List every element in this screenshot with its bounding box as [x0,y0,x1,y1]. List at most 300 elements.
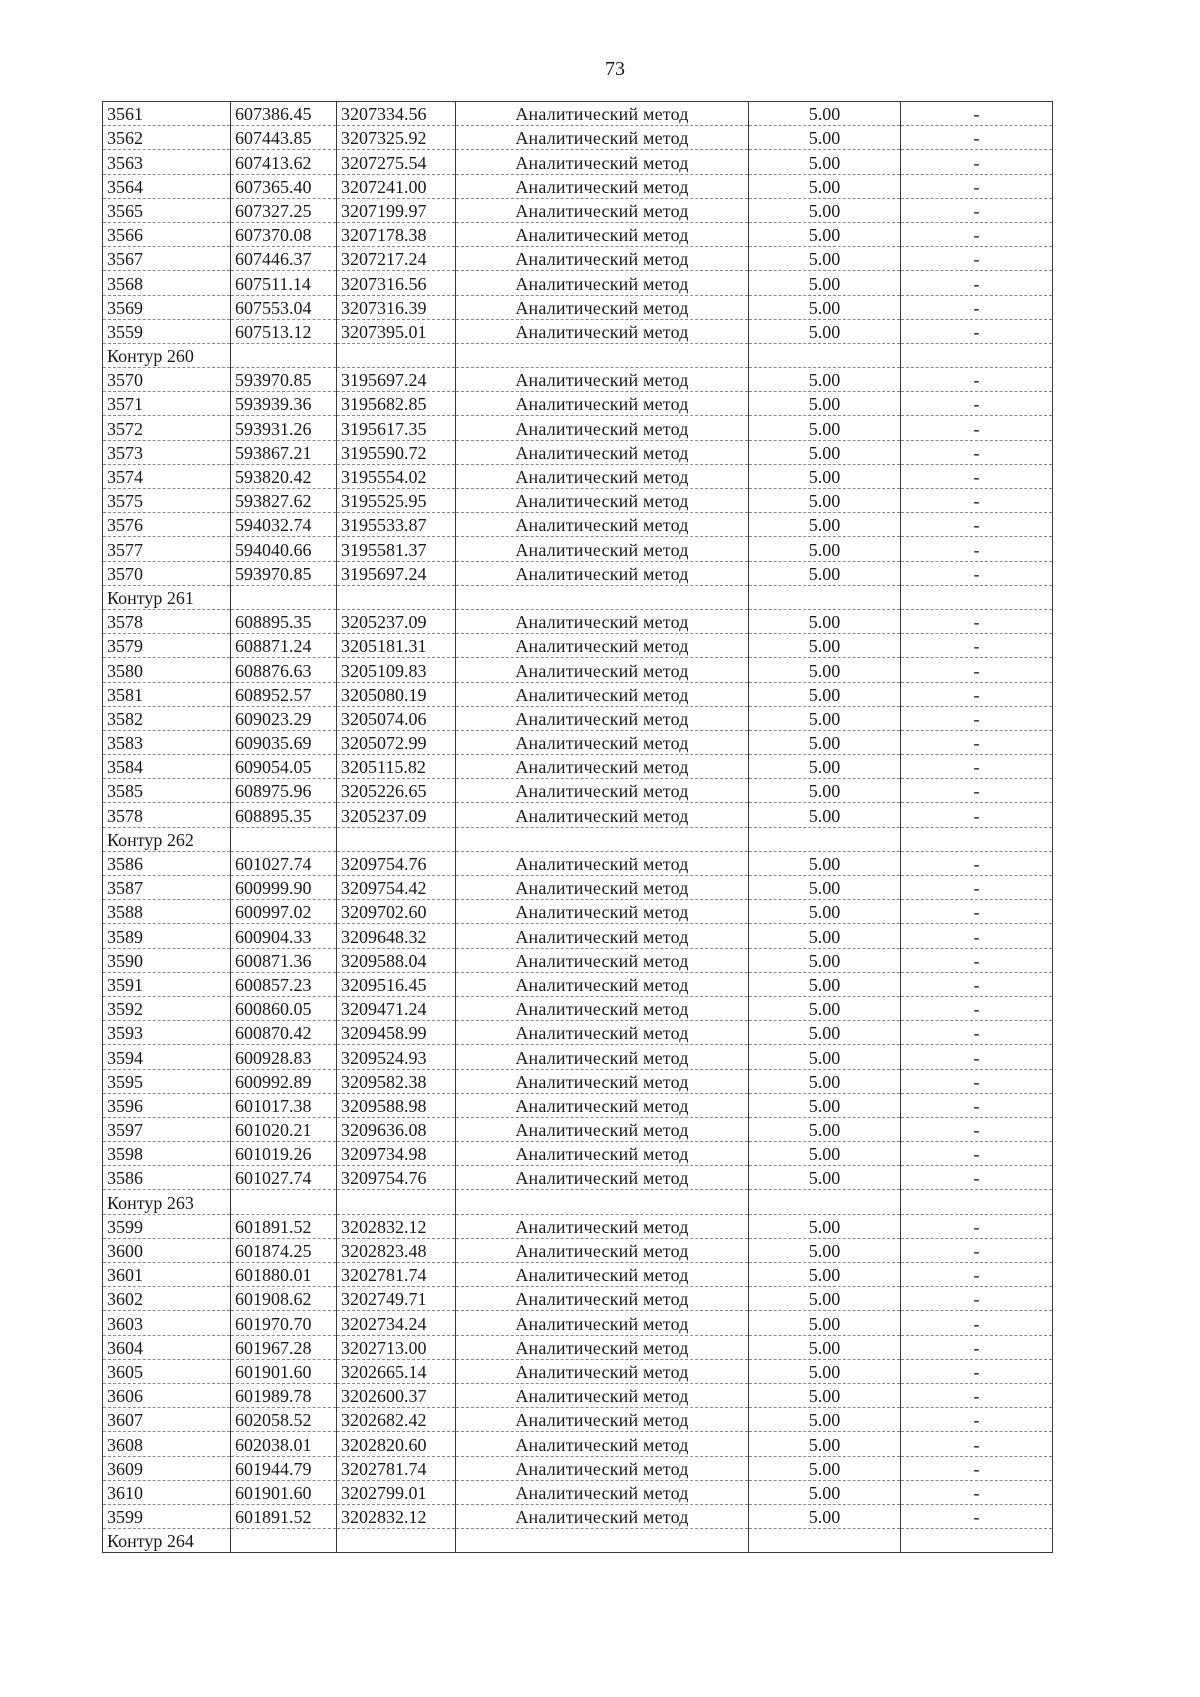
accuracy: 5.00 [749,1045,901,1069]
method: Аналитический метод [456,682,749,706]
accuracy: 5.00 [749,1456,901,1480]
x-coordinate: 601020.21 [231,1117,337,1141]
x-coordinate: 608952.57 [231,682,337,706]
point-number: 3606 [103,1383,231,1407]
y-coordinate: 3202823.48 [337,1238,456,1262]
accuracy: 5.00 [749,1069,901,1093]
accuracy: 5.00 [749,368,901,392]
accuracy: 5.00 [749,198,901,222]
point-number: 3561 [103,102,231,126]
y-coordinate: 3209588.98 [337,1093,456,1117]
y-coordinate: 3209754.76 [337,1166,456,1190]
empty-cell [456,343,749,367]
table-row [103,1021,1053,1045]
method: Аналитический метод [456,150,749,174]
accuracy: 5.00 [749,247,901,271]
point-number: 3594 [103,1045,231,1069]
method: Аналитический метод [456,658,749,682]
y-coordinate: 3207241.00 [337,174,456,198]
x-coordinate: 607365.40 [231,174,337,198]
table-row [103,1117,1053,1141]
note: - [901,198,1053,222]
method: Аналитический метод [456,174,749,198]
method: Аналитический метод [456,1311,749,1335]
table-row [103,295,1053,319]
note: - [901,876,1053,900]
y-coordinate: 3195525.95 [337,489,456,513]
method: Аналитический метод [456,1504,749,1528]
y-coordinate: 3207334.56 [337,102,456,126]
y-coordinate: 3195682.85 [337,392,456,416]
table-row [103,1238,1053,1262]
point-number: 3600 [103,1238,231,1262]
empty-cell [231,1529,337,1553]
accuracy: 5.00 [749,730,901,754]
accuracy: 5.00 [749,682,901,706]
empty-cell [901,1529,1053,1553]
point-number: 3591 [103,972,231,996]
accuracy: 5.00 [749,464,901,488]
method: Аналитический метод [456,464,749,488]
y-coordinate: 3205181.31 [337,634,456,658]
method: Аналитический метод [456,126,749,150]
point-number: 3581 [103,682,231,706]
table-row [103,368,1053,392]
note: - [901,1117,1053,1141]
y-coordinate: 3195581.37 [337,537,456,561]
note: - [901,803,1053,827]
method: Аналитический метод [456,803,749,827]
x-coordinate: 601019.26 [231,1142,337,1166]
y-coordinate: 3195554.02 [337,464,456,488]
x-coordinate: 593827.62 [231,489,337,513]
y-coordinate: 3195590.72 [337,440,456,464]
table-row [103,1456,1053,1480]
x-coordinate: 609054.05 [231,755,337,779]
table-row [103,609,1053,633]
accuracy: 5.00 [749,634,901,658]
y-coordinate: 3205072.99 [337,730,456,754]
point-number: 3576 [103,513,231,537]
x-coordinate: 602038.01 [231,1432,337,1456]
note: - [901,730,1053,754]
accuracy: 5.00 [749,489,901,513]
table-row [103,1408,1053,1432]
method: Аналитический метод [456,247,749,271]
y-coordinate: 3207316.56 [337,271,456,295]
accuracy: 5.00 [749,658,901,682]
accuracy: 5.00 [749,1166,901,1190]
method: Аналитический метод [456,489,749,513]
method: Аналитический метод [456,1093,749,1117]
accuracy: 5.00 [749,537,901,561]
y-coordinate: 3207325.92 [337,126,456,150]
contour-label: Контур 264 [103,1529,231,1553]
table-row [103,102,1053,126]
x-coordinate: 608895.35 [231,609,337,633]
point-number: 3563 [103,150,231,174]
note: - [901,900,1053,924]
method: Аналитический метод [456,1456,749,1480]
table-row [103,1142,1053,1166]
accuracy: 5.00 [749,1263,901,1287]
note: - [901,489,1053,513]
accuracy: 5.00 [749,440,901,464]
y-coordinate: 3205237.09 [337,609,456,633]
accuracy: 5.00 [749,779,901,803]
method: Аналитический метод [456,416,749,440]
note: - [901,150,1053,174]
table-row [103,730,1053,754]
table-row [103,996,1053,1020]
x-coordinate: 601989.78 [231,1383,337,1407]
note: - [901,561,1053,585]
x-coordinate: 593970.85 [231,368,337,392]
y-coordinate: 3195617.35 [337,416,456,440]
accuracy: 5.00 [749,513,901,537]
empty-cell [337,1529,456,1553]
point-number: 3609 [103,1456,231,1480]
empty-cell [749,1190,901,1214]
method: Аналитический метод [456,1359,749,1383]
y-coordinate: 3205237.09 [337,803,456,827]
y-coordinate: 3202665.14 [337,1359,456,1383]
y-coordinate: 3209524.93 [337,1045,456,1069]
accuracy: 5.00 [749,1021,901,1045]
method: Аналитический метод [456,102,749,126]
y-coordinate: 3202682.42 [337,1408,456,1432]
note: - [901,247,1053,271]
x-coordinate: 601017.38 [231,1093,337,1117]
x-coordinate: 593931.26 [231,416,337,440]
table-row [103,174,1053,198]
point-number: 3601 [103,1263,231,1287]
note: - [901,996,1053,1020]
x-coordinate: 593970.85 [231,561,337,585]
point-number: 3583 [103,730,231,754]
accuracy: 5.00 [749,900,901,924]
point-number: 3573 [103,440,231,464]
table-row [103,706,1053,730]
x-coordinate: 601027.74 [231,851,337,875]
x-coordinate: 601874.25 [231,1238,337,1262]
method: Аналитический метод [456,1263,749,1287]
x-coordinate: 600997.02 [231,900,337,924]
method: Аналитический метод [456,1287,749,1311]
note: - [901,319,1053,343]
x-coordinate: 607386.45 [231,102,337,126]
contour-header-row [103,827,1053,851]
table-row [103,1287,1053,1311]
method: Аналитический метод [456,368,749,392]
point-number: 3577 [103,537,231,561]
point-number: 3597 [103,1117,231,1141]
table-row [103,271,1053,295]
table-row [103,972,1053,996]
table-row [103,1263,1053,1287]
note: - [901,392,1053,416]
y-coordinate: 3202781.74 [337,1263,456,1287]
method: Аналитический метод [456,996,749,1020]
y-coordinate: 3202799.01 [337,1480,456,1504]
point-number: 3589 [103,924,231,948]
table-row [103,1504,1053,1528]
note: - [901,174,1053,198]
x-coordinate: 607513.12 [231,319,337,343]
table-row [103,1432,1053,1456]
accuracy: 5.00 [749,271,901,295]
empty-cell [901,827,1053,851]
note: - [901,416,1053,440]
point-number: 3595 [103,1069,231,1093]
x-coordinate: 601891.52 [231,1214,337,1238]
x-coordinate: 607446.37 [231,247,337,271]
note: - [901,851,1053,875]
note: - [901,658,1053,682]
point-number: 3562 [103,126,231,150]
y-coordinate: 3202749.71 [337,1287,456,1311]
empty-cell [231,343,337,367]
empty-cell [337,1190,456,1214]
table-row [103,634,1053,658]
empty-cell [749,585,901,609]
y-coordinate: 3209734.98 [337,1142,456,1166]
table-row [103,489,1053,513]
y-coordinate: 3202734.24 [337,1311,456,1335]
table-row [103,464,1053,488]
point-number: 3566 [103,222,231,246]
method: Аналитический метод [456,755,749,779]
method: Аналитический метод [456,924,749,948]
y-coordinate: 3207316.39 [337,295,456,319]
point-number: 3574 [103,464,231,488]
x-coordinate: 608975.96 [231,779,337,803]
accuracy: 5.00 [749,1214,901,1238]
accuracy: 5.00 [749,416,901,440]
note: - [901,1359,1053,1383]
table-row [103,851,1053,875]
empty-cell [749,827,901,851]
method: Аналитический метод [456,222,749,246]
table-row [103,416,1053,440]
coordinates-table [102,101,1053,1553]
method: Аналитический метод [456,319,749,343]
method: Аналитический метод [456,1383,749,1407]
note: - [901,1069,1053,1093]
y-coordinate: 3195697.24 [337,368,456,392]
x-coordinate: 601944.79 [231,1456,337,1480]
method: Аналитический метод [456,561,749,585]
accuracy: 5.00 [749,1238,901,1262]
note: - [901,1093,1053,1117]
coordinates-table-body [103,102,1053,1553]
method: Аналитический метод [456,876,749,900]
note: - [901,972,1053,996]
y-coordinate: 3209754.42 [337,876,456,900]
point-number: 3584 [103,755,231,779]
y-coordinate: 3202600.37 [337,1383,456,1407]
empty-cell [231,1190,337,1214]
note: - [901,706,1053,730]
empty-cell [456,1190,749,1214]
contour-label: Контур 263 [103,1190,231,1214]
note: - [901,682,1053,706]
point-number: 3596 [103,1093,231,1117]
accuracy: 5.00 [749,1480,901,1504]
method: Аналитический метод [456,440,749,464]
contour-header-row [103,585,1053,609]
y-coordinate: 3209754.76 [337,851,456,875]
y-coordinate: 3207217.24 [337,247,456,271]
point-number: 3608 [103,1432,231,1456]
note: - [901,1456,1053,1480]
x-coordinate: 601901.60 [231,1359,337,1383]
table-row [103,561,1053,585]
x-coordinate: 607413.62 [231,150,337,174]
x-coordinate: 607511.14 [231,271,337,295]
table-row [103,755,1053,779]
point-number: 3569 [103,295,231,319]
y-coordinate: 3202781.74 [337,1456,456,1480]
accuracy: 5.00 [749,126,901,150]
x-coordinate: 594032.74 [231,513,337,537]
table-row [103,924,1053,948]
accuracy: 5.00 [749,706,901,730]
point-number: 3578 [103,803,231,827]
x-coordinate: 609023.29 [231,706,337,730]
y-coordinate: 3209636.08 [337,1117,456,1141]
x-coordinate: 600999.90 [231,876,337,900]
point-number: 3603 [103,1311,231,1335]
accuracy: 5.00 [749,102,901,126]
method: Аналитический метод [456,1142,749,1166]
method: Аналитический метод [456,1117,749,1141]
page-number: 73 [605,58,625,80]
method: Аналитический метод [456,1335,749,1359]
accuracy: 5.00 [749,948,901,972]
table-row [103,1069,1053,1093]
x-coordinate: 600904.33 [231,924,337,948]
x-coordinate: 601027.74 [231,1166,337,1190]
point-number: 3604 [103,1335,231,1359]
note: - [901,126,1053,150]
note: - [901,1142,1053,1166]
note: - [901,1238,1053,1262]
point-number: 3599 [103,1214,231,1238]
note: - [901,948,1053,972]
method: Аналитический метод [456,779,749,803]
accuracy: 5.00 [749,876,901,900]
accuracy: 5.00 [749,1093,901,1117]
point-number: 3588 [103,900,231,924]
y-coordinate: 3209516.45 [337,972,456,996]
point-number: 3567 [103,247,231,271]
table-row [103,948,1053,972]
point-number: 3570 [103,561,231,585]
x-coordinate: 600857.23 [231,972,337,996]
accuracy: 5.00 [749,924,901,948]
x-coordinate: 601880.01 [231,1263,337,1287]
table-row [103,319,1053,343]
accuracy: 5.00 [749,1359,901,1383]
note: - [901,271,1053,295]
method: Аналитический метод [456,537,749,561]
note: - [901,1214,1053,1238]
table-row [103,1214,1053,1238]
accuracy: 5.00 [749,1335,901,1359]
y-coordinate: 3205115.82 [337,755,456,779]
contour-header-row [103,1529,1053,1553]
y-coordinate: 3195533.87 [337,513,456,537]
accuracy: 5.00 [749,1142,901,1166]
method: Аналитический метод [456,706,749,730]
method: Аналитический метод [456,1021,749,1045]
method: Аналитический метод [456,1432,749,1456]
note: - [901,1432,1053,1456]
method: Аналитический метод [456,1480,749,1504]
point-number: 3593 [103,1021,231,1045]
note: - [901,1311,1053,1335]
method: Аналитический метод [456,730,749,754]
accuracy: 5.00 [749,319,901,343]
table-row [103,222,1053,246]
table-row [103,1335,1053,1359]
point-number: 3565 [103,198,231,222]
table-row [103,440,1053,464]
empty-cell [337,585,456,609]
point-number: 3598 [103,1142,231,1166]
empty-cell [456,1529,749,1553]
note: - [901,1263,1053,1287]
x-coordinate: 609035.69 [231,730,337,754]
method: Аналитический метод [456,271,749,295]
accuracy: 5.00 [749,1287,901,1311]
table-row [103,150,1053,174]
point-number: 3586 [103,1166,231,1190]
y-coordinate: 3209702.60 [337,900,456,924]
x-coordinate: 607370.08 [231,222,337,246]
table-row [103,247,1053,271]
table-row [103,513,1053,537]
x-coordinate: 608895.35 [231,803,337,827]
empty-cell [901,585,1053,609]
point-number: 3599 [103,1504,231,1528]
accuracy: 5.00 [749,1117,901,1141]
empty-cell [337,827,456,851]
method: Аналитический метод [456,1238,749,1262]
method: Аналитический метод [456,1408,749,1432]
method: Аналитический метод [456,948,749,972]
point-number: 3587 [103,876,231,900]
empty-cell [749,1529,901,1553]
empty-cell [231,585,337,609]
note: - [901,440,1053,464]
x-coordinate: 601967.28 [231,1335,337,1359]
y-coordinate: 3209458.99 [337,1021,456,1045]
method: Аналитический метод [456,392,749,416]
method: Аналитический метод [456,1045,749,1069]
table-row [103,779,1053,803]
method: Аналитический метод [456,513,749,537]
x-coordinate: 600870.42 [231,1021,337,1045]
table-row [103,900,1053,924]
table-row [103,1359,1053,1383]
x-coordinate: 600928.83 [231,1045,337,1069]
table-row [103,682,1053,706]
x-coordinate: 602058.52 [231,1408,337,1432]
accuracy: 5.00 [749,851,901,875]
point-number: 3570 [103,368,231,392]
